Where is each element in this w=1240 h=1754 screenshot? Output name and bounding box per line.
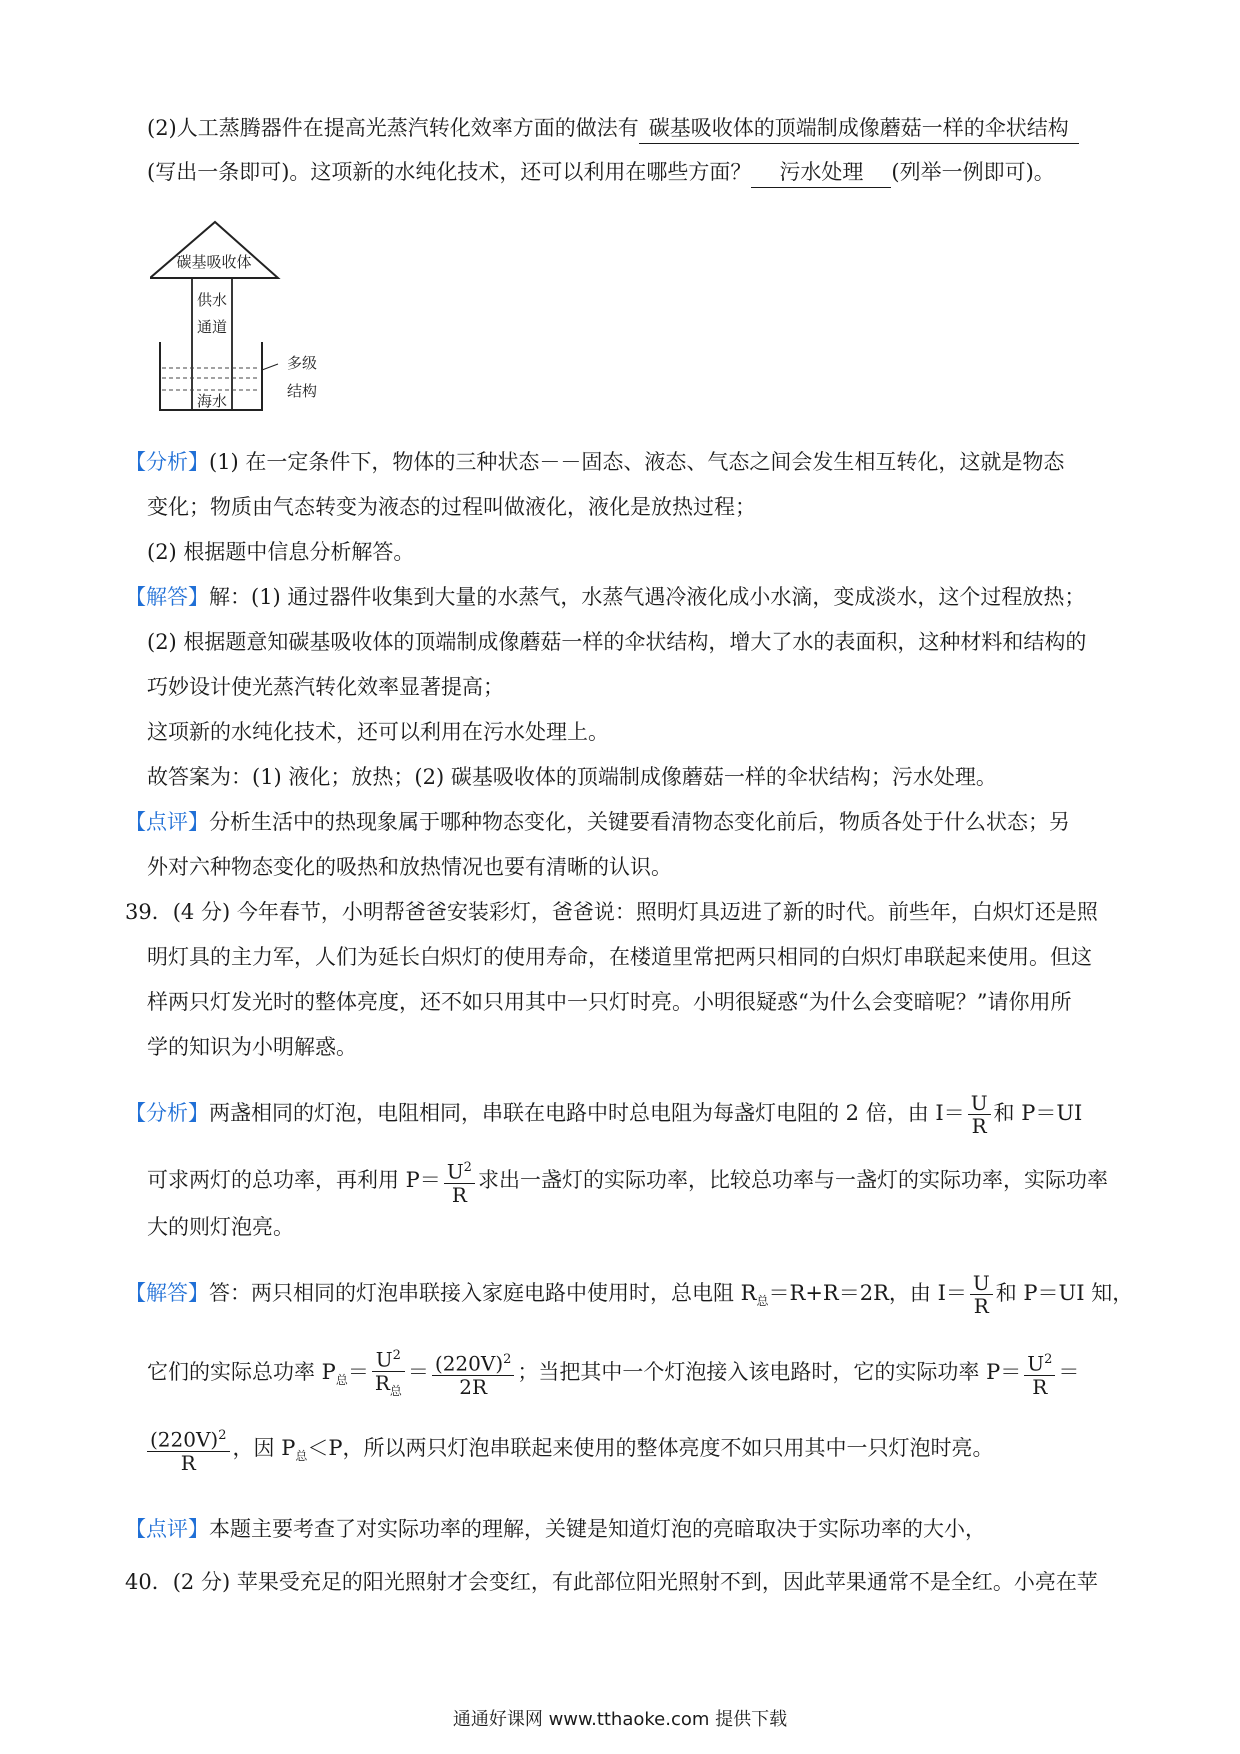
- evaporator-diagram: [150, 220, 350, 430]
- analysis-tag: 【分析】: [125, 1101, 209, 1125]
- channel-label-2: 通道: [196, 318, 228, 336]
- fraction-U-over-R: [968, 1092, 991, 1137]
- numerator: [372, 1345, 405, 1372]
- q39-answer-text-3a: ，因 P: [232, 1435, 296, 1460]
- answer-tag: 【解答】: [125, 585, 209, 609]
- numerator-base: (220V): [434, 1351, 504, 1376]
- fraction-U-over-R: [970, 1272, 993, 1317]
- subscript-total: 总: [295, 1449, 308, 1464]
- q39-analysis-text-2b: 求出一盏灯的实际功率，比较总功率与一盏灯的实际功率，实际功率: [477, 1167, 1108, 1192]
- fraction-220V2-over-2R: [432, 1349, 515, 1398]
- q38-part2-line2: [147, 157, 1122, 188]
- denominator: 2R: [459, 1374, 488, 1399]
- subscript-total: 总: [389, 1383, 402, 1398]
- numerator: [444, 1157, 475, 1184]
- q38-comment-line1: [125, 807, 1100, 837]
- q38-answer-line3: 巧妙设计使光蒸汽转化效率显著提高；: [147, 675, 504, 699]
- denominator: R: [1032, 1374, 1048, 1399]
- fraction-220V2-over-R: [147, 1425, 230, 1474]
- q39-answer-text: 答：两只相同的灯泡串联接入家庭电路中使用时，总电阻 R: [209, 1281, 757, 1305]
- numerator-base: U: [446, 1159, 464, 1184]
- multi-label-1: 多级: [286, 354, 318, 372]
- fraction-U2-over-Rtotal: [372, 1345, 405, 1402]
- q39-answer-line1: [125, 1271, 1134, 1318]
- multi-label-2: 结构: [286, 382, 318, 400]
- denominator: R: [180, 1450, 196, 1475]
- numerator-base: (220V): [150, 1427, 219, 1452]
- numerator: [432, 1349, 515, 1376]
- equals: ＝: [347, 1359, 369, 1384]
- q38-part2-note: (列举一例即可)。: [891, 160, 1055, 184]
- q39-stem-line4: 学的知识为小明解惑。: [147, 1035, 357, 1059]
- q38-comment-text: 分析生活中的热现象属于哪种物态变化，关键要看清物态变化前后，物质各处于什么状态；另: [209, 810, 1070, 834]
- q39-answer-text-3b: ＜P，所以两只灯泡串联起来使用的整体亮度不如只用其中一只灯泡时亮。: [307, 1435, 994, 1460]
- q39-answer-text-b: ＝R+R＝2R，由 I＝: [768, 1281, 967, 1305]
- q39-analysis-text-b: 和 P＝UI: [993, 1101, 1083, 1125]
- numerator-base: U: [1027, 1351, 1045, 1376]
- q39-answer-line3: [147, 1425, 1122, 1474]
- q38-answer-line2: (2) 根据题意知碳基吸收体的顶端制成像蘑菇一样的伞状结构，增大了水的表面积，这种材料和结构的: [147, 630, 1087, 654]
- q39-analysis-line3: 大的则灯泡亮。: [147, 1215, 294, 1239]
- denominator: R: [971, 1114, 987, 1138]
- numerator: [147, 1425, 230, 1452]
- equals: ＝: [407, 1359, 429, 1384]
- q39-answer-text-2d: ；当把其中一个灯泡接入该电路时，它的实际功率 P＝: [517, 1359, 1022, 1384]
- q39-comment-line1: [125, 1514, 1100, 1544]
- q39-analysis-line1: [125, 1092, 1100, 1137]
- q39-stem-line3: 样两只灯发光时的整体亮度，还不如只用其中一只灯时亮。小明很疑惑“为什么会变暗呢？”请你用所: [147, 990, 1072, 1014]
- q38-analysis-text: (1) 在一定条件下，物体的三种状态－－固态、液态、气态之间会发生相互转化，这就是物态: [209, 450, 1065, 474]
- answer-blank-1: 碳基吸收体的顶端制成像蘑菇一样的伞状结构: [639, 113, 1079, 144]
- q38-answer-line5: 故答案为：(1) 液化；放热；(2) 碳基吸收体的顶端制成像蘑菇一样的伞状结构；污水处理。: [147, 765, 997, 789]
- q39-answer-text-2a: 它们的实际总功率 P: [147, 1359, 336, 1384]
- q39-answer-line2: [147, 1345, 1122, 1402]
- denominator-base: R: [374, 1370, 390, 1395]
- subscript-total: 总: [335, 1373, 348, 1388]
- numerator-base: U: [375, 1347, 393, 1372]
- q39-answer-text-c: 和 P＝UI 知，: [995, 1281, 1134, 1305]
- q38-analysis-line1: [125, 447, 1100, 477]
- analysis-tag: 【分析】: [125, 450, 209, 474]
- q38-answer-text: 解：(1) 通过器件收集到大量的水蒸气，水蒸气遇冷液化成小水滴，变成淡水，这个过程放热；: [209, 585, 1086, 609]
- q38-analysis-line2: 变化；物质由气态转变为液态的过程叫做液化，液化是放热过程；: [147, 495, 756, 519]
- equals: ＝: [1058, 1359, 1080, 1384]
- absorber-label: 碳基吸收体: [176, 253, 252, 271]
- page-footer: 通通好课网 www.tthaoke.com 提供下载: [452, 1709, 788, 1730]
- seawater-label: 海水: [196, 392, 228, 410]
- denominator: R: [973, 1294, 989, 1318]
- answer-blank-2: 污水处理: [751, 157, 891, 188]
- numerator: U: [968, 1092, 991, 1115]
- q38-part2-line1: [147, 113, 1122, 144]
- exponent: 2: [463, 1160, 472, 1175]
- comment-tag: 【点评】: [125, 1517, 209, 1541]
- fraction-U2-over-R: [1024, 1349, 1055, 1398]
- exponent: 2: [218, 1428, 227, 1443]
- numerator: U: [970, 1272, 993, 1295]
- q38-part2-question: (写出一条即可)。这项新的水纯化技术，还可以利用在哪些方面？: [147, 160, 752, 184]
- numerator: [1024, 1349, 1055, 1376]
- q38-part2-text: (2)人工蒸腾器件在提高光蒸汽转化效率方面的做法有: [147, 116, 639, 140]
- q38-analysis-line3: (2) 根据题中信息分析解答。: [147, 540, 415, 564]
- q39-comment-text: 本题主要考查了对实际功率的理解，关键是知道灯泡的亮暗取决于实际功率的大小，: [209, 1517, 986, 1541]
- q40-stem-line1: 40．(2 分) 苹果受充足的阳光照射才会变红，有此部位阳光照射不到，因此苹果通常不是全红。小亮在苹: [125, 1570, 1098, 1594]
- exponent: 2: [1044, 1352, 1053, 1367]
- exponent: 2: [392, 1348, 401, 1363]
- q39-stem-line1: 39．(4 分) 今年春节，小明帮爸爸安装彩灯，爸爸说：照明灯具迈进了新的时代。前些年，白炽灯还是照: [125, 900, 1098, 924]
- q39-analysis-line2: [147, 1157, 1122, 1206]
- denominator: [372, 1372, 405, 1402]
- q39-stem-line2: 明灯具的主力军，人们为延长白炽灯的使用寿命，在楼道里常把两只相同的白炽灯串联起来使用。但这: [147, 945, 1092, 969]
- q38-answer-line1: [125, 582, 1100, 612]
- q38-comment-line2: 外对六种物态变化的吸热和放热情况也要有清晰的认识。: [147, 855, 672, 879]
- channel-label-1: 供水: [196, 291, 228, 309]
- denominator: R: [451, 1182, 467, 1207]
- q39-analysis-text: 两盏相同的灯泡，电阻相同，串联在电路中时总电阻为每盏灯电阻的 2 倍，由 I＝: [209, 1101, 965, 1125]
- subscript-total: 总: [756, 1294, 769, 1309]
- answer-tag: 【解答】: [125, 1281, 209, 1305]
- q39-analysis-text-2a: 可求两灯的总功率，再利用 P＝: [147, 1167, 441, 1192]
- q38-answer-line4: 这项新的水纯化技术，还可以利用在污水处理上。: [147, 720, 609, 744]
- exponent: 2: [503, 1352, 512, 1367]
- fraction-U2-over-R: [444, 1157, 475, 1206]
- comment-tag: 【点评】: [125, 810, 209, 834]
